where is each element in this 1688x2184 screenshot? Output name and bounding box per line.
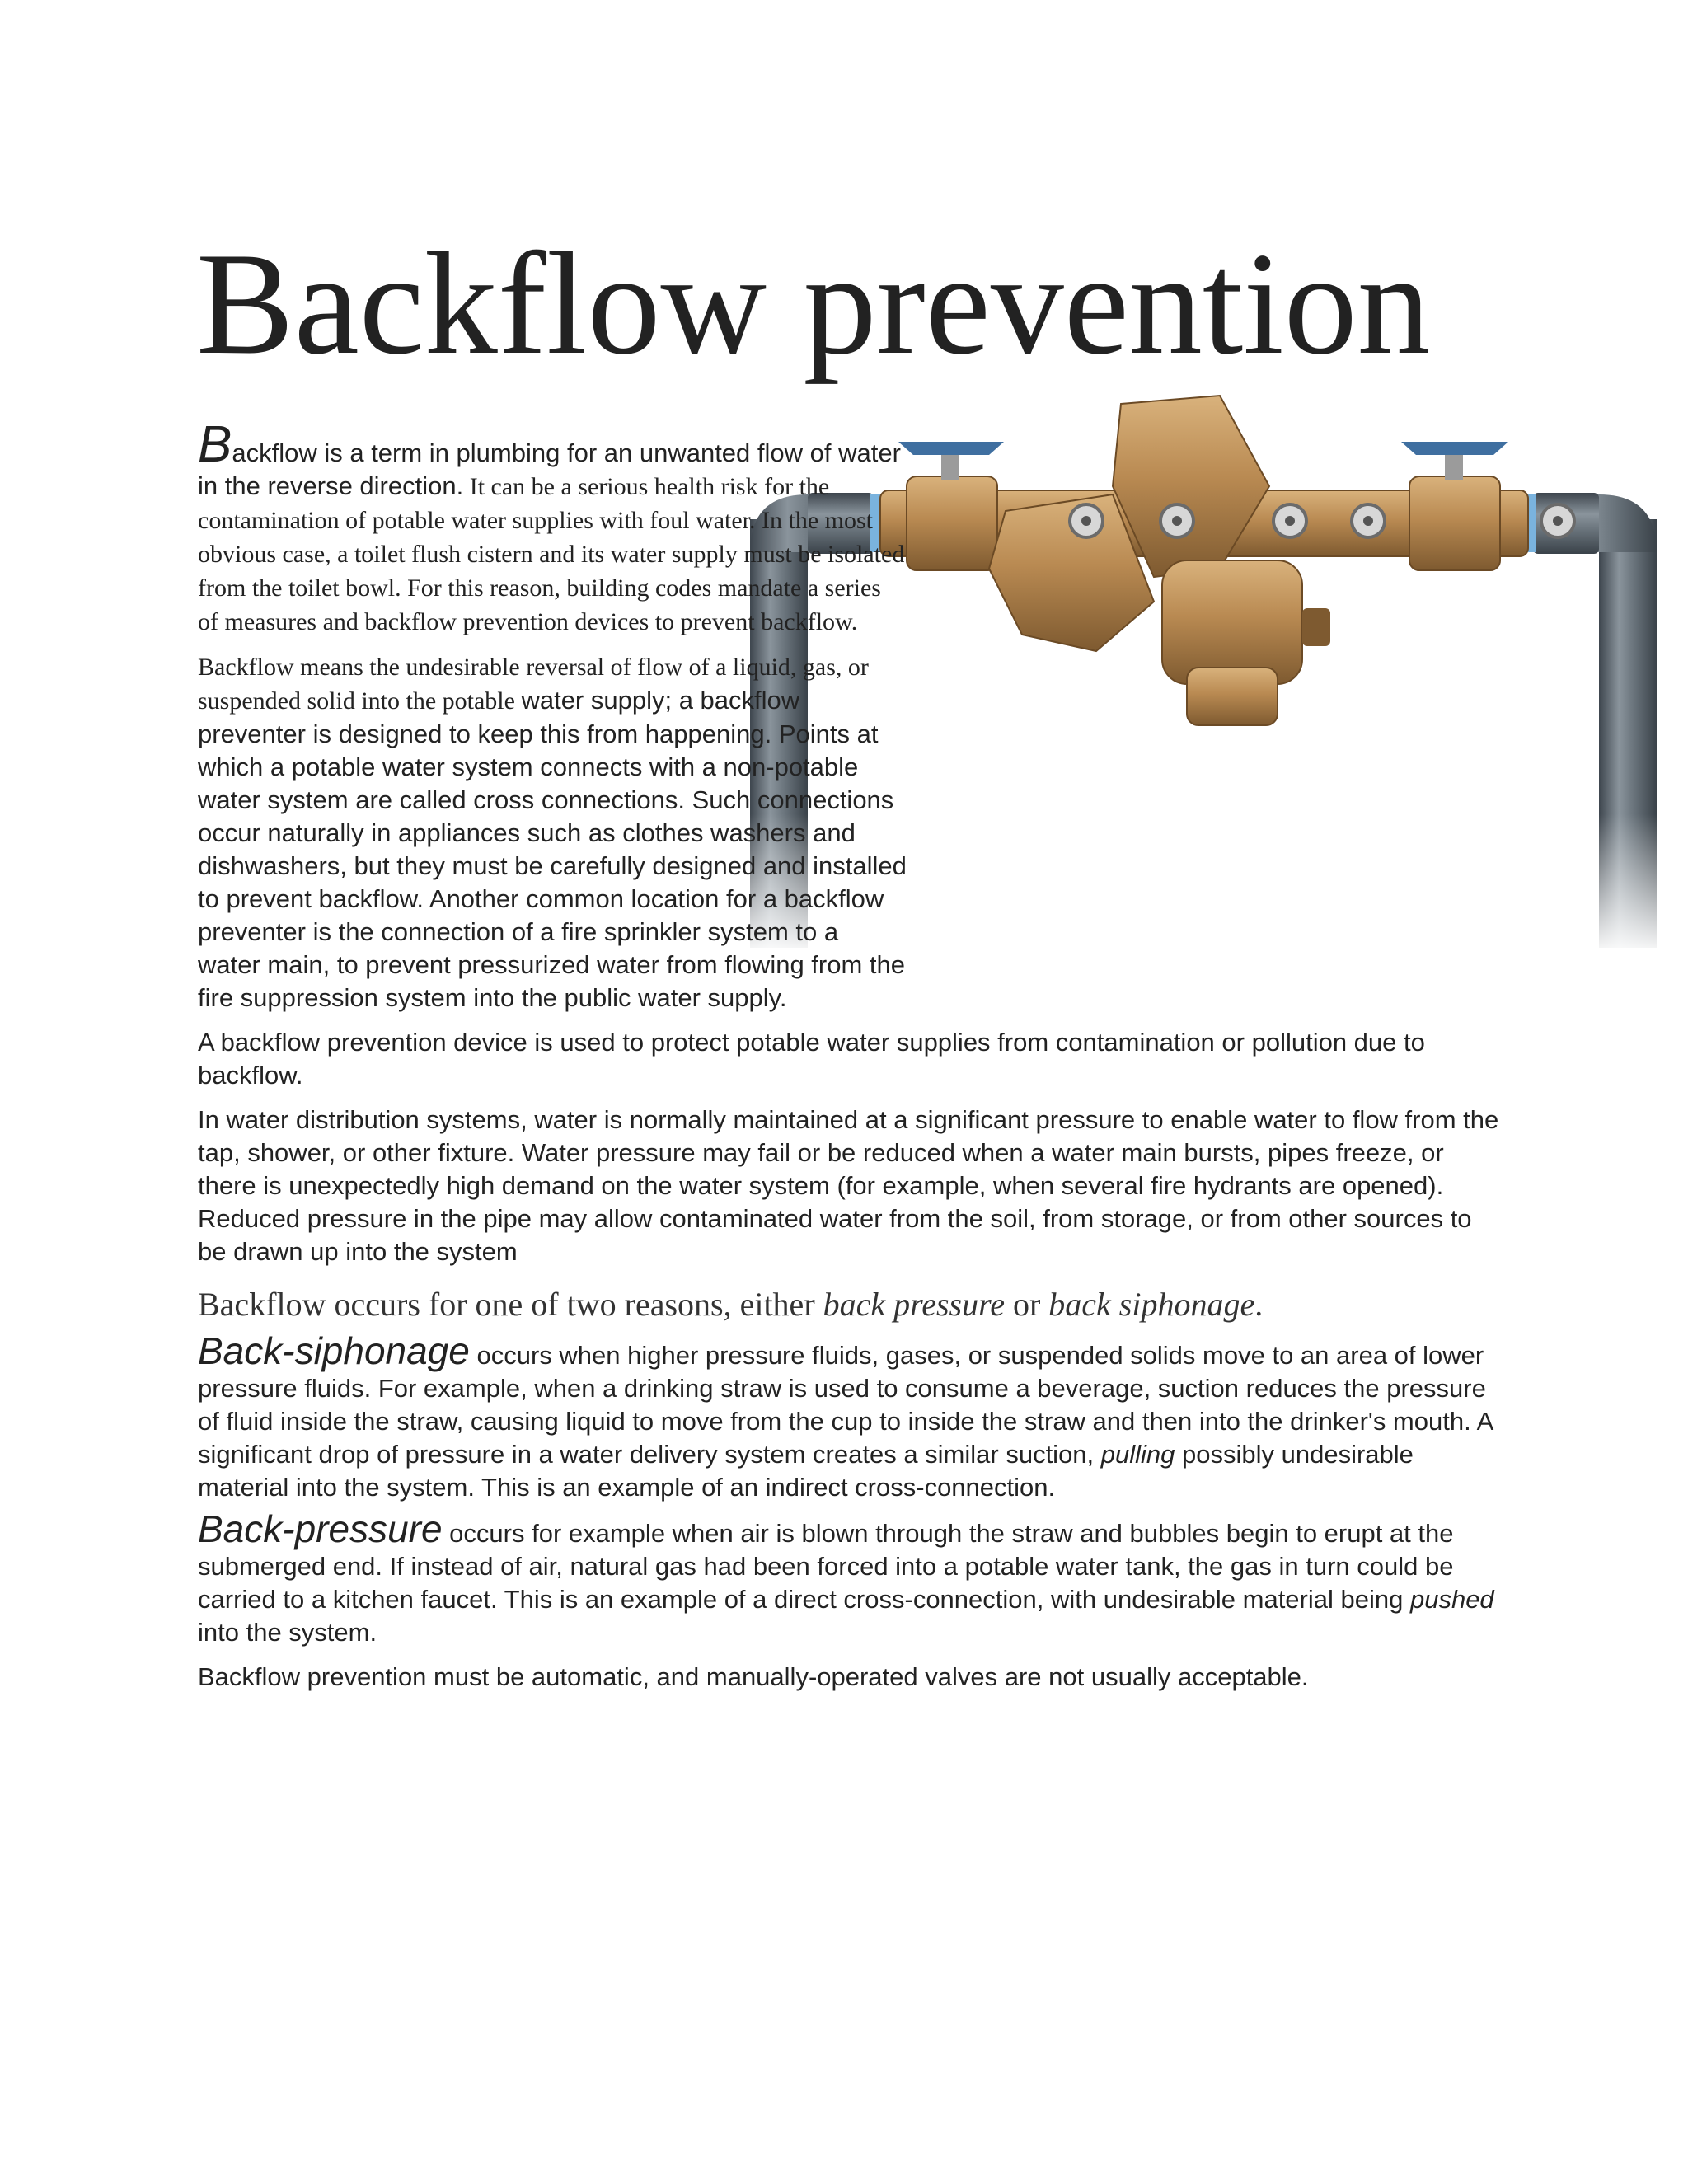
back-siphonage-text-a: occurs when higher pressure fluids, gases, or suspended solids move to an area of lower pressure fluids. For example, when a drinking straw is used to consume a beverage, suction reduces the pressure of fluid inside the straw, causing liquid to move from the cup to inside the straw and then into the drinker's mouth. A significant drop of pressure in a water delivery system creates a similar suction, — [198, 1341, 1493, 1469]
page-title: Backflow prevention — [196, 222, 1431, 385]
back-pressure-emphasis: pushed — [1409, 1585, 1494, 1614]
device-paragraph: A backflow prevention device is used to protect potable water supplies from contamination or pollution due to backflow. — [198, 1028, 1425, 1090]
back-siphonage-term: Back-siphonage — [198, 1329, 470, 1372]
definition-serif-text: Backflow means the undesirable reversal of flow of a liquid, gas, or suspended solid into the potable — [198, 654, 869, 715]
back-pressure-paragraph — [198, 1507, 1500, 1649]
back-siphonage-paragraph — [198, 1329, 1500, 1504]
final-paragraph: Backflow prevention must be automatic, and manually-operated valves are not usually acceptable. — [198, 1662, 1309, 1691]
reasons-paragraph — [198, 1283, 1500, 1326]
intro-serif-text: It can be a serious health risk for the contamination of potable water supplies with foul water. In the most obvious case, a toilet flush cistern and its water supply must be isolated from the toilet bowl. For this reason, building codes mandate a series of measures and backflow prevention devices to prevent backflow. — [198, 473, 905, 635]
back-pressure-text-b: into the system. — [198, 1618, 377, 1647]
back-pressure-text-a: occurs for example when air is blown through the straw and bubbles begin to erupt at the submerged end. If instead of air, natural gas had been forced into a potable water tank, the gas in turn could be carried to a kitchen faucet. This is an example of a direct cross-connection, with undesirable material being — [198, 1519, 1454, 1614]
distribution-paragraph: In water distribution systems, water is normally maintained at a significant pressure to enable water to flow from the tap, shower, or other fixture. Water pressure may fail or be reduced when a water main bursts, pipes freeze, or there is unexpectedly high demand on the water system (for example, when several fire hydrants are opened). Reduced pressure in the pipe may allow contaminated water from the soil, from storage, or from other sources to be drawn up into the system — [198, 1105, 1499, 1266]
intro-sans-text: ackflow is a term in plumbing for an unwanted flow of water in the reverse direction. — [198, 438, 901, 500]
reasons-end: . — [1254, 1286, 1264, 1323]
back-siphonage-emphasis: pulling — [1100, 1440, 1175, 1469]
back-pressure-term: Back-pressure — [198, 1507, 443, 1550]
back-siphonage-text-b: possibly undesirable material into the system. This is an example of an indirect cross-connection. — [198, 1440, 1414, 1502]
definition-sans-text: water supply; a backflow preventer is designed to keep this from happening. Points at which a potable water system connects with a non-potable water system are called cross connections. Such connections occur naturally in appliances such as clothes washers and dishwashers, but they must be carefully designed and installed to prevent backflow. Another common location for a backflow preventer is the connection of a fire sprinkler system to a water main, to prevent pressurized water from flowing from the fire suppression system into the public water supply. — [198, 686, 907, 1012]
reasons-lead: Backflow occurs for one of two reasons, either — [198, 1286, 823, 1323]
reasons-mid: or — [1004, 1286, 1049, 1323]
drop-cap: B — [198, 416, 232, 473]
figure-spacer — [907, 429, 1500, 972]
reasons-term-back-siphonage: back siphonage — [1048, 1286, 1255, 1323]
reasons-term-back-pressure: back pressure — [823, 1286, 1005, 1323]
article-body — [198, 416, 1500, 1694]
